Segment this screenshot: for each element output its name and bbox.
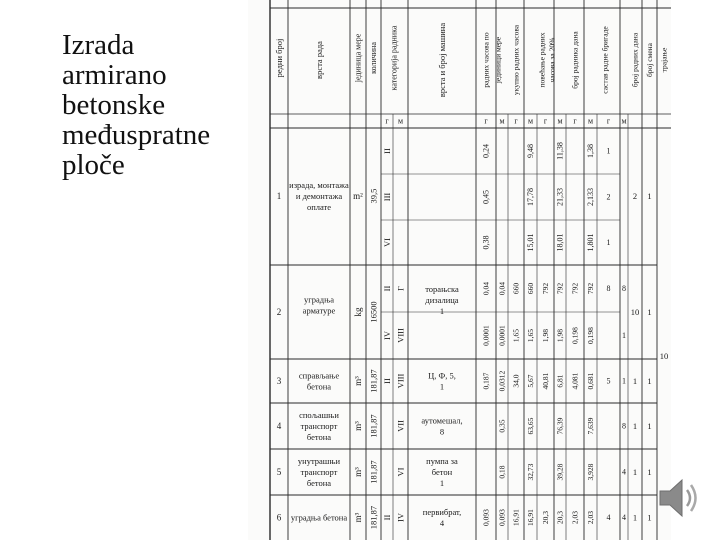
title-line: betonske	[62, 89, 166, 121]
row-machines: 1	[439, 306, 445, 316]
row-category: III	[382, 192, 392, 202]
header-shifts: број смена	[645, 42, 654, 78]
row-category: VIII	[395, 373, 406, 389]
row-hours: 0,0312	[497, 370, 507, 392]
row-number: 1	[276, 191, 282, 201]
row-work: бетона	[306, 432, 332, 442]
row-number: 2	[276, 307, 282, 317]
row-hours: 0,35	[497, 419, 507, 433]
row-category: II	[382, 285, 392, 292]
header-total: укупно радних часова	[511, 24, 521, 96]
row-days: 1,801	[586, 233, 595, 252]
row-qty: 181,87	[368, 505, 379, 530]
row-days: 1,38	[586, 144, 595, 158]
row-days: 0,681	[586, 372, 595, 390]
row-crew: 4	[606, 513, 611, 522]
row-workdays: 1	[632, 512, 638, 523]
row-unit: m³	[353, 376, 363, 386]
row-days: 2,03	[586, 510, 595, 525]
gm-label: м	[499, 116, 505, 126]
row-category: Г	[395, 286, 406, 291]
row-machines: 1	[439, 381, 445, 392]
row-days: 0,198	[570, 327, 580, 344]
row-hours: 0,0001	[481, 325, 491, 346]
row-days: 7,639	[586, 417, 595, 435]
row-machines: аутомешал,	[421, 415, 463, 426]
row-crew: 4	[622, 467, 626, 477]
row-work: израда, монтажа	[289, 180, 349, 190]
row-category: II	[382, 148, 392, 154]
row-qty: 16500	[368, 301, 379, 323]
row-work: арматуре	[302, 305, 336, 316]
row-days: 2,133	[586, 188, 595, 206]
row-hours: 0,093	[497, 509, 507, 526]
row-total: 16,91	[526, 509, 535, 526]
row-work: унутрашњи	[297, 456, 341, 466]
row-qty: 181,87	[368, 414, 379, 438]
row-shifts: 1	[647, 307, 652, 317]
header-hours: јединици мере	[493, 36, 503, 84]
row-crew: 8	[622, 284, 626, 293]
row-unit: m²	[353, 191, 363, 201]
row-shifts: 1	[647, 191, 652, 201]
row-workdays: 1	[632, 376, 638, 386]
row-number: 4	[276, 421, 282, 431]
title-line: Izrada	[62, 29, 135, 61]
row-machines: 8	[439, 426, 445, 437]
row-hours: 0,0001	[497, 325, 507, 346]
row-crew: 1	[622, 376, 626, 386]
header-work: врста рада	[314, 41, 324, 79]
row-total: 17,78	[526, 188, 535, 206]
row-work: оплате	[306, 202, 332, 212]
row-total: 5,67	[526, 374, 535, 388]
row-increase: 792	[541, 282, 550, 295]
row-work: бетона	[306, 381, 332, 392]
row-increase: 20,3	[541, 510, 550, 525]
row-machines: торањска	[425, 284, 459, 294]
title-line: ploče	[62, 149, 125, 181]
row-number: 3	[276, 376, 282, 386]
row-machines: 4	[439, 518, 445, 528]
row-days: 0,198	[586, 327, 595, 344]
row-crew: 5	[606, 376, 611, 386]
row-increase: 792	[555, 282, 565, 295]
row-increase: 39,28	[555, 463, 565, 481]
row-work: транспорт	[300, 421, 338, 431]
row-days: 2,03	[570, 510, 580, 525]
row-unit: kg	[353, 307, 363, 317]
row-hours: 0,18	[497, 465, 507, 479]
header-increase: повећање радних	[537, 32, 547, 88]
header-crew: састав радне бригаде	[600, 26, 610, 94]
row-work: уградња бетона	[290, 512, 348, 523]
row-total: 1,65	[511, 328, 521, 343]
row-total: 34,0	[511, 374, 521, 388]
row-days: 792	[586, 282, 595, 295]
header-hours: радних часова по	[481, 32, 491, 88]
row-days: 4,081	[570, 372, 580, 390]
row-hours: 0,04	[481, 281, 491, 296]
row-days: 3,928	[586, 463, 595, 481]
row-category: IV	[382, 331, 392, 340]
row-machines: пумпа за	[426, 456, 458, 466]
row-unit: m³	[353, 512, 363, 523]
header-no: редни број	[274, 38, 284, 78]
scanned-table-image	[248, 0, 671, 540]
row-increase: 21,33	[555, 188, 565, 206]
row-unit: m³	[353, 467, 363, 477]
row-increase: 1,98	[541, 328, 550, 343]
row-increase: 11,38	[555, 142, 565, 160]
row-increase: 76,39	[555, 417, 565, 435]
row-hours: 0,38	[481, 235, 491, 250]
row-total: 1,65	[526, 328, 535, 343]
row-number: 5	[276, 467, 282, 477]
row-qty: 39,5	[368, 188, 379, 204]
header-days: број радника дана	[570, 31, 580, 89]
title-line: međuspratne	[62, 119, 211, 151]
row-work: уградња	[303, 294, 335, 305]
row-crew: 8	[622, 421, 626, 431]
row-workdays: 10	[630, 307, 640, 317]
row-crew: 1	[622, 331, 626, 340]
row-crew: 8	[606, 284, 611, 293]
row-number: 6	[276, 512, 282, 523]
row-machines: 1	[439, 478, 445, 488]
gm-label: м	[527, 116, 534, 126]
row-increase: 20,3	[555, 510, 565, 525]
gm-label: м	[397, 116, 404, 126]
row-shifts: 1	[647, 376, 652, 386]
row-total: 9,48	[526, 144, 535, 158]
row-total: 660	[526, 282, 535, 295]
speaker-icon[interactable]	[654, 474, 704, 522]
row-hours: 0,04	[497, 281, 507, 296]
row-machines: бетон	[431, 467, 453, 477]
row-work: справљање	[298, 370, 340, 381]
row-category: VI	[395, 467, 406, 477]
gm-label: м	[557, 116, 563, 126]
row-hours: 0,45	[481, 190, 491, 204]
row-workdays: 2	[632, 191, 638, 201]
header-duration: трајање	[659, 47, 669, 73]
gm-label: г	[543, 116, 548, 126]
row-days: 792	[570, 282, 580, 295]
work-schedule-table	[248, 0, 671, 540]
header-unit: јединица мере	[353, 33, 363, 83]
gm-label: м	[621, 116, 627, 126]
row-total: 16,91	[511, 509, 521, 526]
row-hours: 0,24	[481, 144, 491, 158]
row-qty: 181,87	[368, 460, 379, 484]
header-qty: количина	[369, 42, 378, 74]
row-crew: 1	[606, 146, 611, 156]
row-increase: 40,81	[541, 372, 550, 390]
row-category: VII	[395, 420, 406, 432]
row-hours: 0,093	[481, 509, 491, 526]
row-work: транспорт	[300, 467, 338, 477]
row-hours: 0,187	[481, 372, 491, 390]
gm-label: г	[484, 116, 488, 126]
row-increase: 18,01	[555, 233, 565, 252]
header-machines: врста и број машина	[437, 22, 447, 98]
gm-label: г	[385, 116, 389, 126]
header-category: категорија радника	[389, 25, 399, 91]
title-line: armirano	[62, 59, 167, 91]
row-work: спољашњи	[299, 410, 339, 420]
row-work: и демонтажа	[295, 191, 343, 201]
row-category: VIII	[395, 328, 406, 343]
row-total: 63,65	[526, 417, 535, 435]
row-workdays: 1	[632, 467, 638, 477]
row-unit: m³	[353, 421, 363, 431]
row-increase: 6,81	[555, 374, 565, 388]
gm-label: г	[606, 116, 611, 126]
row-crew: 2	[606, 192, 611, 202]
row-work: бетона	[306, 478, 332, 488]
row-category: VI	[382, 238, 392, 247]
row-total: 32,73	[526, 463, 535, 481]
row-total: 660	[511, 282, 521, 295]
row-crew: 4	[622, 513, 626, 522]
row-machines: первибрат,	[422, 507, 462, 517]
row-category: IV	[395, 513, 406, 522]
row-machines: дизалица	[425, 295, 459, 305]
row-shifts: 1	[647, 467, 652, 477]
row-shifts: 1	[647, 512, 652, 523]
header-increase: часова за 20%	[547, 37, 557, 83]
row-category: II	[382, 378, 392, 384]
gm-label: г	[573, 116, 577, 126]
row-total: 15,01	[526, 233, 535, 252]
gm-label: м	[587, 116, 594, 126]
row-qty: 181,87	[368, 369, 379, 393]
row-workdays: 1	[632, 421, 638, 431]
header-workdays: број радних дана	[630, 32, 640, 88]
row-increase: 1,98	[555, 328, 565, 343]
gm-label: г	[514, 116, 518, 126]
row-machines: Ц, Ф, 5,	[428, 370, 456, 381]
row-shifts: 1	[647, 421, 652, 431]
row-category: II	[382, 514, 392, 521]
row-duration: 10	[659, 351, 669, 361]
row-crew: 1	[606, 238, 611, 247]
slide-title	[62, 30, 242, 180]
